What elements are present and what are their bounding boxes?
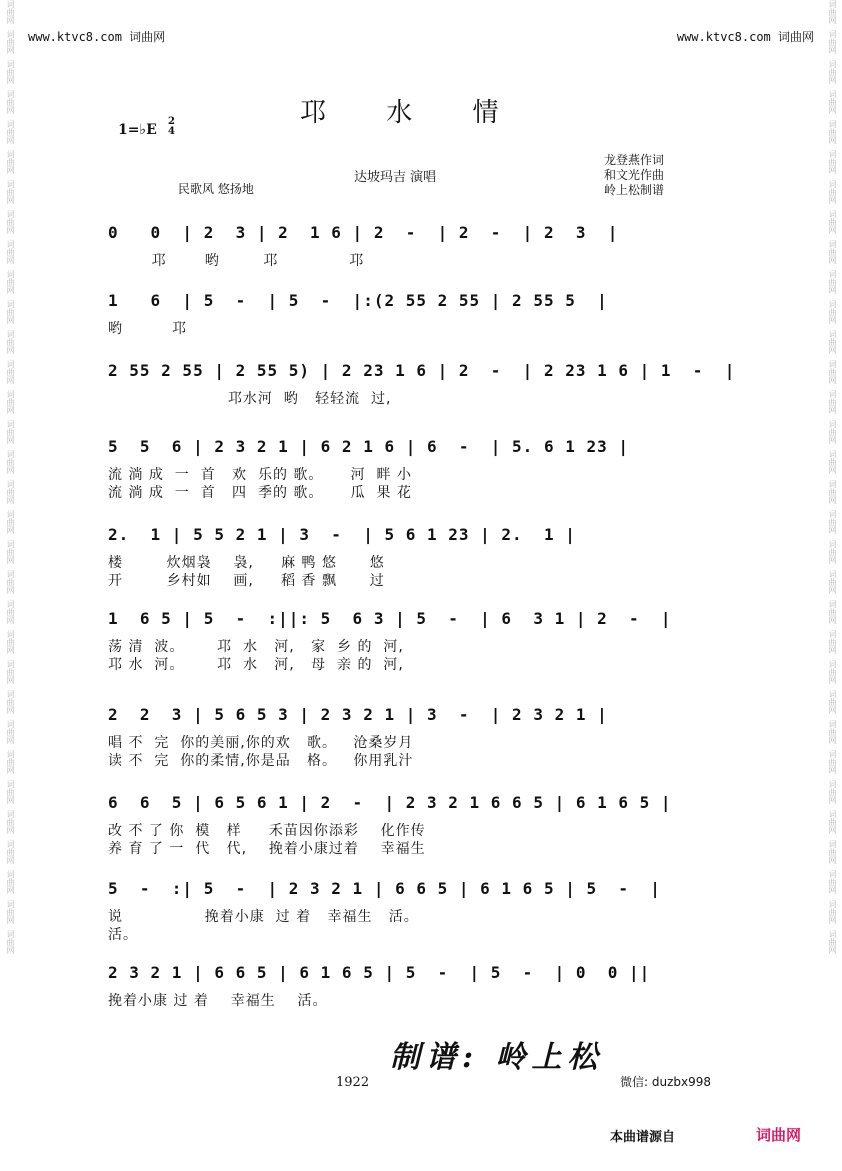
lyric-line: 荡 清 波。 邛 水 河, 家 乡 的 河, [108,639,404,655]
lyric-line: 唱 不 完 你的美丽,你的欢 歌。 沧桑岁月 [108,735,414,751]
watermark-text: 词曲网 [6,210,15,234]
watermark-text: 词曲网 [6,690,15,714]
watermark-text: 词曲网 [828,120,837,144]
watermark-text: 词曲网 [6,450,15,474]
watermark-text: 词曲网 [828,780,837,804]
lyric-line: 改 不 了 你 模 样 禾苗因你添彩 化作传 [108,823,426,839]
watermark-text: 词曲网 [6,540,15,564]
lyric-line: 哟 邛 [108,321,188,337]
watermark-text: 词曲网 [828,0,837,24]
watermark-text: 词曲网 [828,180,837,204]
lyric-line: 流 淌 成 一 首 欢 乐的 歌。 河 畔 小 [108,467,413,483]
lyric-line: 邛 哟 邛 邛 [108,253,365,269]
watermark-text: 词曲网 [6,240,15,264]
watermark-text: 词曲网 [6,180,15,204]
watermark-text: 词曲网 [6,810,15,834]
watermark-text: 词曲网 [6,750,15,774]
watermark-text: 词曲网 [828,900,837,924]
watermark-text: 词曲网 [6,660,15,684]
lyric-line: 楼 炊烟袅 袅, 麻 鸭 悠 悠 [108,555,385,571]
lyric-line: 邛 水 河。 邛 水 河, 母 亲 的 河, [108,657,404,673]
watermark-text: 词曲网 [828,330,837,354]
melody-line: 2 3 2 1 | 6 6 5 | 6 1 6 5 | 5 - | 5 - | 0 0 || [108,963,651,982]
lyric-line: 邛水河 哟 轻轻流 过, [108,391,392,407]
melody-line: 6 6 5 | 6 5 6 1 | 2 - | 2 3 2 1 6 6 5 | 6 1 6 5 | [108,793,672,812]
lyric-line: 读 不 完 你的柔情,你是品 格。 你用乳汁 [108,753,414,769]
watermark-text: 词曲网 [828,570,837,594]
watermark-text: 词曲网 [828,420,837,444]
watermark-text: 词曲网 [828,840,837,864]
watermark-text: 词曲网 [6,330,15,354]
site-link-left[interactable]: www.ktvc8.com 词曲网 [28,30,166,44]
lyric-line: 流 淌 成 一 首 四 季的 歌。 瓜 果 花 [108,485,413,501]
watermark-text: 词曲网 [828,90,837,114]
lyric-line: 说 挽着小康 过 着 幸福生 活。 [108,909,419,925]
watermark-text: 词曲网 [6,120,15,144]
lyric-line: 养 育 了 一 代 代, 挽着小康过着 幸福生 [108,841,426,857]
watermark-text: 词曲网 [828,510,837,534]
transcriber: 岭上松制谱 [604,183,665,197]
watermark-text: 词曲网 [828,300,837,324]
watermark-text: 词曲网 [6,480,15,504]
watermark-text: 词曲网 [6,720,15,744]
watermark-text: 词曲网 [828,360,837,384]
watermark-text: 词曲网 [6,60,15,84]
melody-line: 5 - :| 5 - | 2 3 2 1 | 6 6 5 | 6 1 6 5 | 5 - | [108,879,661,898]
watermark-text: 词曲网 [828,750,837,774]
watermark-text: 词曲网 [828,150,837,174]
watermark-text: 词曲网 [828,480,837,504]
watermark-text: 词曲网 [828,540,837,564]
watermark-text: 词曲网 [6,30,15,54]
watermark-text: 词曲网 [6,510,15,534]
watermark-text: 词曲网 [828,810,837,834]
brand-link[interactable]: 词曲网 [756,1126,802,1144]
composer: 和文光作曲 [604,168,665,182]
score-number: 1922 [336,1075,370,1090]
watermark-text: 词曲网 [828,660,837,684]
watermark-text: 词曲网 [828,870,837,894]
watermark-text: 词曲网 [828,240,837,264]
melody-line: 2 55 2 55 | 2 55 5) | 2 23 1 6 | 2 - | 2 23 1 6 | 1 - | [108,361,736,380]
time-top: 2 [168,116,175,127]
watermark-text: 词曲网 [6,270,15,294]
time-bottom: 4 [168,126,175,137]
watermark-right [824,0,840,1171]
lyric-line: 挽着小康 过 着 幸福生 活。 [108,993,328,1009]
watermark-text: 词曲网 [828,630,837,654]
watermark-text: 词曲网 [6,300,15,324]
watermark-text: 词曲网 [6,90,15,114]
watermark-text: 词曲网 [6,630,15,654]
watermark-text: 词曲网 [6,870,15,894]
watermark-text: 词曲网 [6,840,15,864]
watermark-text: 词曲网 [6,0,15,24]
watermark-text: 词曲网 [828,30,837,54]
time-signature [168,117,175,137]
melody-line: 1 6 | 5 - | 5 - |:(2 55 2 55 | 2 55 5 | [108,291,608,310]
site-link-right[interactable]: www.ktvc8.com 词曲网 [676,30,814,44]
source-label: 本曲谱源自 [610,1130,676,1145]
lyric-line: 活。 [108,927,138,943]
watermark-left [2,0,18,1171]
watermark-text: 词曲网 [828,690,837,714]
credits [604,153,664,198]
watermark-text: 词曲网 [828,270,837,294]
watermark-text: 词曲网 [828,720,837,744]
watermark-text: 词曲网 [6,930,15,954]
watermark-text: 词曲网 [828,390,837,414]
lyric-line: 开 乡村如 画, 稻 香 飘 过 [108,573,385,589]
tempo-style: 民歌风 悠扬地 [178,182,254,196]
watermark-text: 词曲网 [828,450,837,474]
melody-line: 5 5 6 | 2 3 2 1 | 6 2 1 6 | 6 - | 5. 6 1 23 | [108,437,630,456]
melody-line: 2 2 3 | 5 6 5 3 | 2 3 2 1 | 3 - | 2 3 2 1 | [108,705,608,724]
watermark-text: 词曲网 [828,210,837,234]
watermark-text: 词曲网 [6,570,15,594]
watermark-text: 词曲网 [6,900,15,924]
maker-signature: 制谱: 岭上松 [390,1040,604,1075]
lyricist: 龙登燕作词 [604,153,665,167]
melody-line: 2. 1 | 5 5 2 1 | 3 - | 5 6 1 23 | 2. 1 | [108,525,576,544]
watermark-text: 词曲网 [6,360,15,384]
singer: 达坡玛吉 演唱 [354,170,437,185]
watermark-text: 词曲网 [6,390,15,414]
watermark-text: 词曲网 [6,420,15,444]
key-signature: 1=♭E [118,122,157,138]
song-title: 邛 水 情 [300,98,525,128]
watermark-text: 词曲网 [828,600,837,624]
melody-line: 1 6 5 | 5 - :||: 5 6 3 | 5 - | 6 3 1 | 2 - | [108,609,672,628]
watermark-text: 词曲网 [6,780,15,804]
watermark-text: 词曲网 [828,930,837,954]
melody-line: 0 0 | 2 3 | 2 1 6 | 2 - | 2 - | 2 3 | [108,223,619,242]
watermark-text: 词曲网 [6,150,15,174]
watermark-text: 词曲网 [828,60,837,84]
wechat-contact: 微信: duzbx998 [620,1075,712,1089]
watermark-text: 词曲网 [6,600,15,624]
